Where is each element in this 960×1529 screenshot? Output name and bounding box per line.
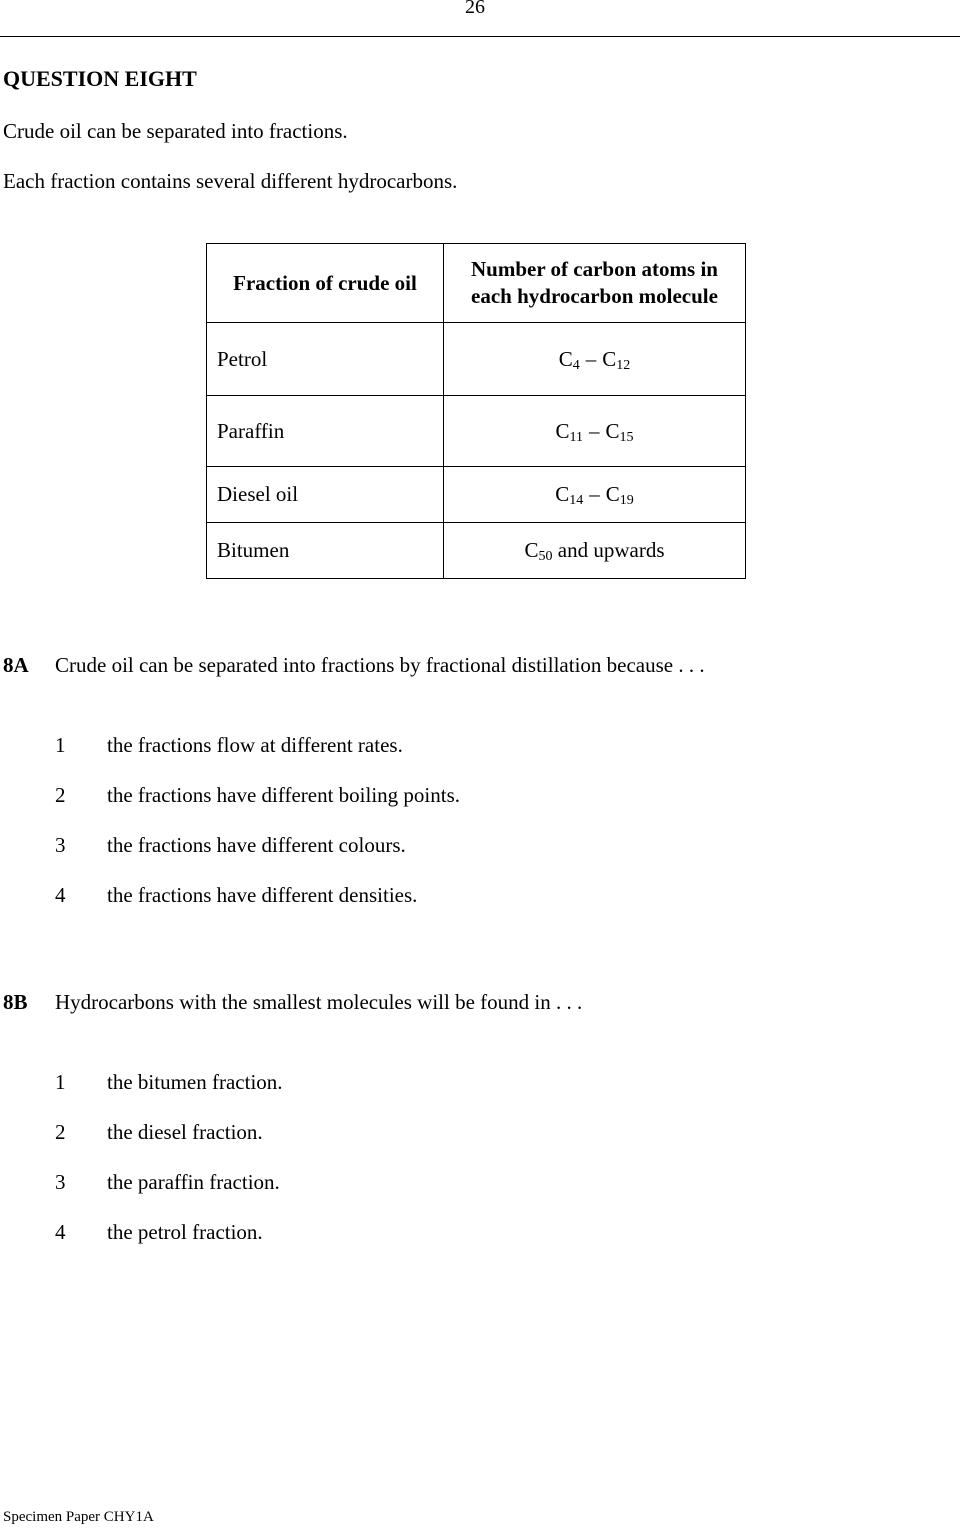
header-fraction: Fraction of crude oil [207,244,444,323]
header-carbon-atoms-line-1: Number of carbon atoms in [471,257,718,281]
option-text: the fractions have different colours. [107,833,406,857]
option-number: 1 [55,733,66,757]
table-row [207,323,746,396]
option-text: the fractions have different densities. [107,883,418,907]
option-text: the diesel fraction. [107,1120,263,1144]
option-number: 3 [55,833,66,857]
carbon-range [444,396,746,467]
range-from-subscript: 4 [572,357,580,373]
option-number: 2 [55,783,66,807]
range-from-subscript: 11 [569,429,583,445]
range-to-subscript: 19 [619,493,634,508]
range-from-subscript: 14 [569,493,584,508]
range-from-symbol: C [524,538,539,562]
range-to-subscript: 15 [619,429,634,445]
option-number: 2 [55,1120,66,1144]
range-to-symbol: C [602,346,617,371]
carbon-range [444,323,746,396]
header-carbon-atoms-line-2: each hydrocarbon molecule [471,284,718,308]
header-carbon-atoms [444,244,746,323]
range-from-symbol: C [555,418,570,443]
range-from-symbol: C [555,482,570,506]
option-number: 4 [55,883,66,907]
option-text: the bitumen fraction. [107,1070,283,1094]
footer: Specimen Paper CHY1A [3,1509,154,1525]
fraction-name: Paraffin [207,396,444,467]
fraction-name: Bitumen [207,523,444,579]
header-rule [0,36,960,37]
table-row [207,523,746,579]
range-dash: – [588,418,600,443]
question-8b-label: 8B [3,990,28,1014]
intro-line-1: Crude oil can be separated into fractions. [3,119,348,143]
fraction-name: Diesel oil [207,467,444,523]
option-text: the petrol fraction. [107,1220,263,1244]
page-number: 26 [465,0,485,18]
range-from-symbol: C [558,346,573,371]
fractions-table [206,243,746,579]
range-dash: – [589,482,600,506]
intro-line-2: Each fraction contains several different hydrocarbons. [3,169,458,193]
option-number: 4 [55,1220,66,1244]
carbon-range [444,523,746,579]
question-8b-text: Hydrocarbons with the smallest molecules will be found in . . . [55,990,583,1014]
option-text: the paraffin fraction. [107,1170,280,1194]
range-suffix: and upwards [552,538,665,562]
option-number: 3 [55,1170,66,1194]
option-text: the fractions have different boiling points. [107,783,461,807]
fraction-name: Petrol [207,323,444,396]
table-row [207,396,746,467]
range-dash: – [585,346,597,371]
range-to-symbol: C [605,482,620,506]
carbon-range [444,467,746,523]
question-title: QUESTION EIGHT [3,66,197,91]
range-to-subscript: 12 [616,357,631,373]
option-number: 1 [55,1070,66,1094]
question-8a-text: Crude oil can be separated into fractions by fractional distillation because . . . [55,653,705,677]
range-from-subscript: 50 [538,549,553,564]
table-header-row [207,244,746,323]
table-row [207,467,746,523]
question-8a-label: 8A [3,653,29,677]
range-to-symbol: C [605,418,620,443]
option-text: the fractions flow at different rates. [107,733,403,757]
